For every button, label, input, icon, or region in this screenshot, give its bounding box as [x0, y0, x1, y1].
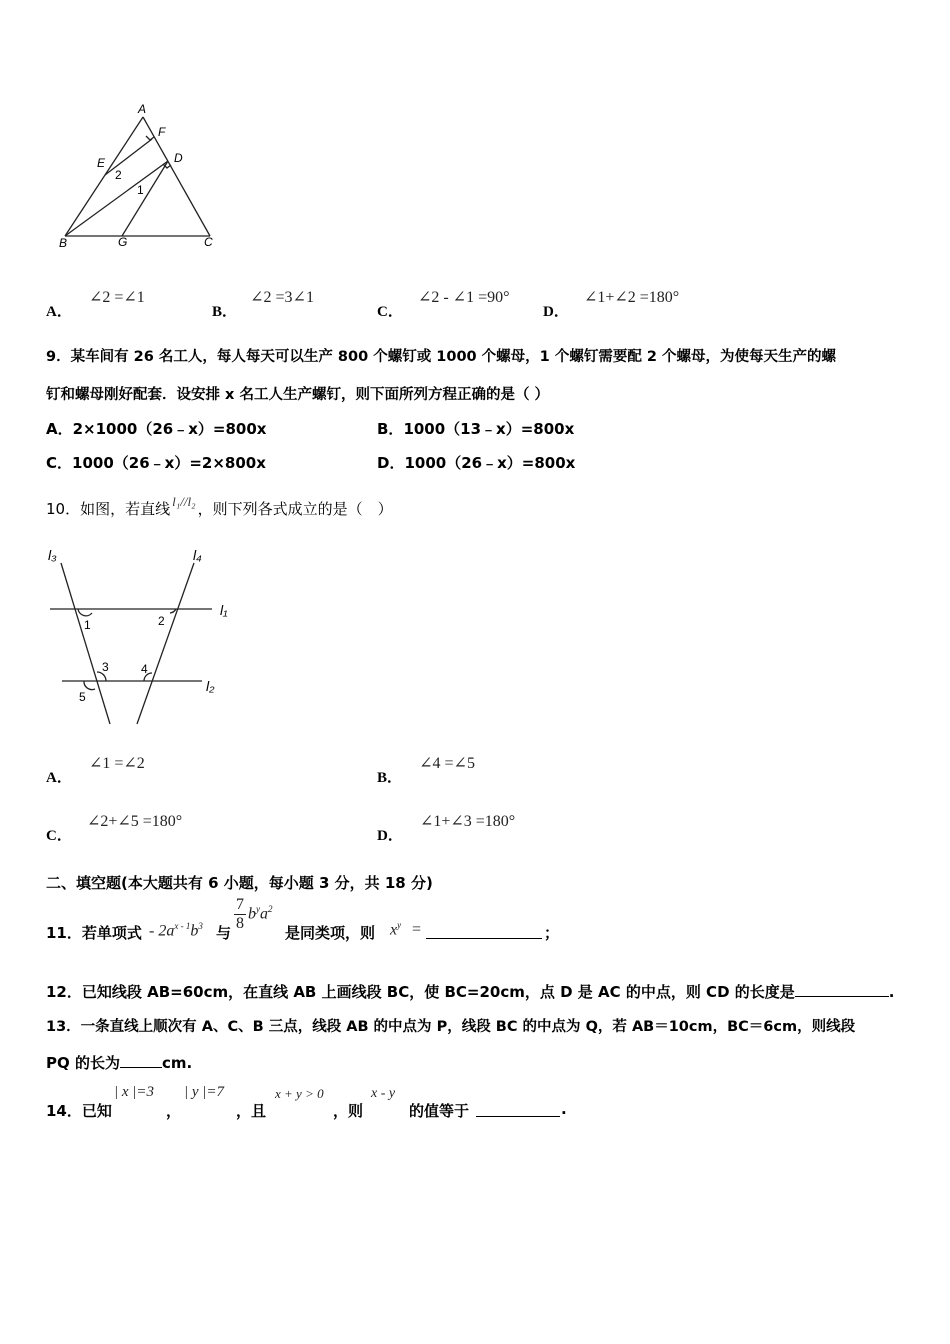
q9-option-d-label: D． [377, 454, 405, 472]
q11-end: ； [544, 924, 560, 942]
q14-expr2: | y |=7 [184, 1084, 225, 1100]
q10-option-a-expr: ∠1 =∠2 [88, 755, 145, 772]
q13-suffix: cm. [161, 1054, 193, 1072]
angle-5: 5 [79, 690, 86, 704]
angle-4: 4 [141, 662, 148, 676]
q9-line1: 9．某车间有 26 名工人，每人每天可以生产 800 个螺钉或 1000 个螺母，1 个螺钉需要配 2 个螺母，为使每天生产的螺 [46, 349, 836, 365]
q9-option-a-label: A． [46, 420, 73, 438]
triangle-figure [55, 100, 225, 250]
q10-option-c-label: C． [46, 828, 72, 844]
q8-option-a-expr: ∠2 =∠1 [88, 289, 145, 306]
q14-sep1: ， [166, 1102, 182, 1120]
q13-line1: 13．一条直线上顺次有 A、C、B 三点，线段 AB 的中点为 P，线段 BC 的中点为 Q，若 AB＝10cm，BC＝6cm，则线段 [46, 1019, 856, 1035]
q13-answer-blank[interactable] [120, 1053, 162, 1068]
q12-text: 12．已知线段 AB=60cm，在直线 AB 上画线段 BC，使 BC=20cm，点 D 是 AC 的中点，则 CD 的长度是 [46, 983, 795, 1001]
q11-mono1 [149, 921, 203, 940]
q10-option-c[interactable] [46, 810, 183, 844]
label-D: D [174, 151, 183, 165]
q13-prefix: PQ 的长为 [46, 1054, 120, 1072]
q9-option-c-label: C． [46, 454, 73, 472]
q14-end: . [561, 1100, 567, 1118]
q11-xy [390, 920, 401, 939]
label-E: E [97, 156, 106, 170]
label-l3: l₃ [48, 547, 57, 563]
q14-sep3: ，则 [333, 1102, 364, 1120]
q11-eq: = [412, 921, 422, 938]
q11-mono1-a: - 2a [149, 922, 175, 940]
q11-with: 与 [216, 924, 232, 942]
q8-option-b-label: B． [212, 304, 238, 320]
q10-option-d-label: D． [377, 828, 403, 844]
q11-mono2-a: a [260, 905, 268, 923]
q13-line2 [46, 1052, 192, 1073]
q9-option-d[interactable] [377, 452, 575, 473]
q14-suffix: 的值等于 [409, 1102, 470, 1120]
q11-x-exp: y [397, 920, 402, 930]
label-l2: l₂ [206, 678, 215, 694]
q14-answer-blank[interactable] [476, 1102, 560, 1117]
q8-option-d[interactable] [543, 286, 680, 320]
q12-answer-blank[interactable] [795, 982, 889, 997]
label-B: B [59, 236, 68, 250]
q8-option-a[interactable] [46, 286, 145, 320]
q11-fraction [234, 896, 246, 933]
q11-x: x [390, 921, 398, 939]
q10-condition: l₁//l₂ [172, 494, 196, 509]
q11-mono2-b-exp: y [256, 904, 260, 914]
q14-expr3: x + y > 0 [275, 1086, 324, 1101]
q10-prefix: 10．如图，若直线 [46, 500, 171, 518]
q10-suffix: ，则下列各式成立的是（ ） [197, 500, 393, 518]
q9-option-a-text: 2×1000（26﹣x）=800x [72, 420, 267, 438]
q9-option-b-text: 1000（13﹣x）=800x [403, 420, 575, 438]
q8-option-a-label: A． [46, 304, 72, 320]
q8-option-b-expr: ∠2 =3∠1 [250, 289, 314, 306]
q12-end: . [888, 983, 895, 1001]
q10-option-a-label: A． [46, 770, 72, 786]
angle-2: 2 [158, 614, 165, 628]
q8-option-c-expr: ∠2 - ∠1 =90° [417, 289, 510, 306]
q11-answer-blank[interactable] [426, 924, 542, 939]
q12-stem [46, 981, 894, 1002]
q9-option-c-text: 1000（26﹣x）=2×800x [72, 454, 266, 472]
q9-option-a[interactable] [46, 418, 266, 439]
q9-option-b[interactable] [377, 418, 574, 439]
q11-mono2-a-exp: 2 [268, 904, 273, 914]
section-title: 二、填空题(本大题共有 6 小题，每小题 3 分，共 18 分) [46, 874, 433, 892]
q9-option-b-label: B． [377, 420, 404, 438]
q14-prefix: 14．已知 [46, 1102, 112, 1120]
label-l4: l₄ [193, 547, 202, 563]
q8-option-c[interactable] [377, 286, 510, 320]
label-G: G [118, 235, 128, 249]
q11-mono1-b: b [190, 922, 199, 940]
label-C: C [204, 235, 213, 249]
q11-frac-num: 7 [236, 896, 244, 913]
q14-sep2: ，且 [236, 1102, 267, 1120]
q8-option-c-label: C． [377, 304, 403, 320]
q10-option-c-expr: ∠2+∠5 =180° [86, 813, 183, 830]
q10-option-b-expr: ∠4 =∠5 [419, 755, 475, 772]
angle-3: 3 [102, 660, 109, 674]
parallel-lines-figure [40, 540, 240, 730]
q14-expr1: | x |=3 [114, 1084, 155, 1100]
label-F: F [158, 125, 166, 139]
q10-option-b-label: B． [377, 770, 403, 786]
q11-prefix: 11．若单项式 [46, 924, 142, 942]
q10-option-d[interactable] [377, 810, 516, 844]
q10-stem [46, 490, 393, 518]
label-A: A [138, 102, 147, 116]
label-1: 1 [137, 183, 144, 197]
q9-option-d-text: 1000（26﹣x）=800x [404, 454, 576, 472]
q10-option-a[interactable] [46, 752, 145, 786]
q9-option-c[interactable] [46, 452, 266, 473]
q11-mono2 [248, 904, 273, 923]
q8-option-b[interactable] [212, 286, 314, 320]
q11-mono2-b: b [248, 905, 256, 923]
angle-1: 1 [84, 618, 91, 632]
q10-option-d-expr: ∠1+∠3 =180° [419, 813, 516, 830]
q8-option-d-label: D． [543, 304, 569, 320]
q10-option-b[interactable] [377, 752, 475, 786]
q11-mono1-b-exp: 3 [198, 921, 203, 931]
label-2: 2 [115, 168, 122, 182]
q11-suffix: 是同类项，则 [285, 924, 376, 942]
q11-frac-den: 8 [236, 915, 244, 932]
q14-expr4: x - y [371, 1086, 396, 1101]
q9-line2: 钉和螺母刚好配套．设安排 x 名工人生产螺钉，则下面所列方程正确的是（ ） [46, 387, 549, 403]
label-l1: l₁ [220, 602, 228, 618]
q8-option-d-expr: ∠1+∠2 =180° [583, 289, 680, 306]
q11-mono1-a-exp: x - 1 [174, 921, 191, 931]
